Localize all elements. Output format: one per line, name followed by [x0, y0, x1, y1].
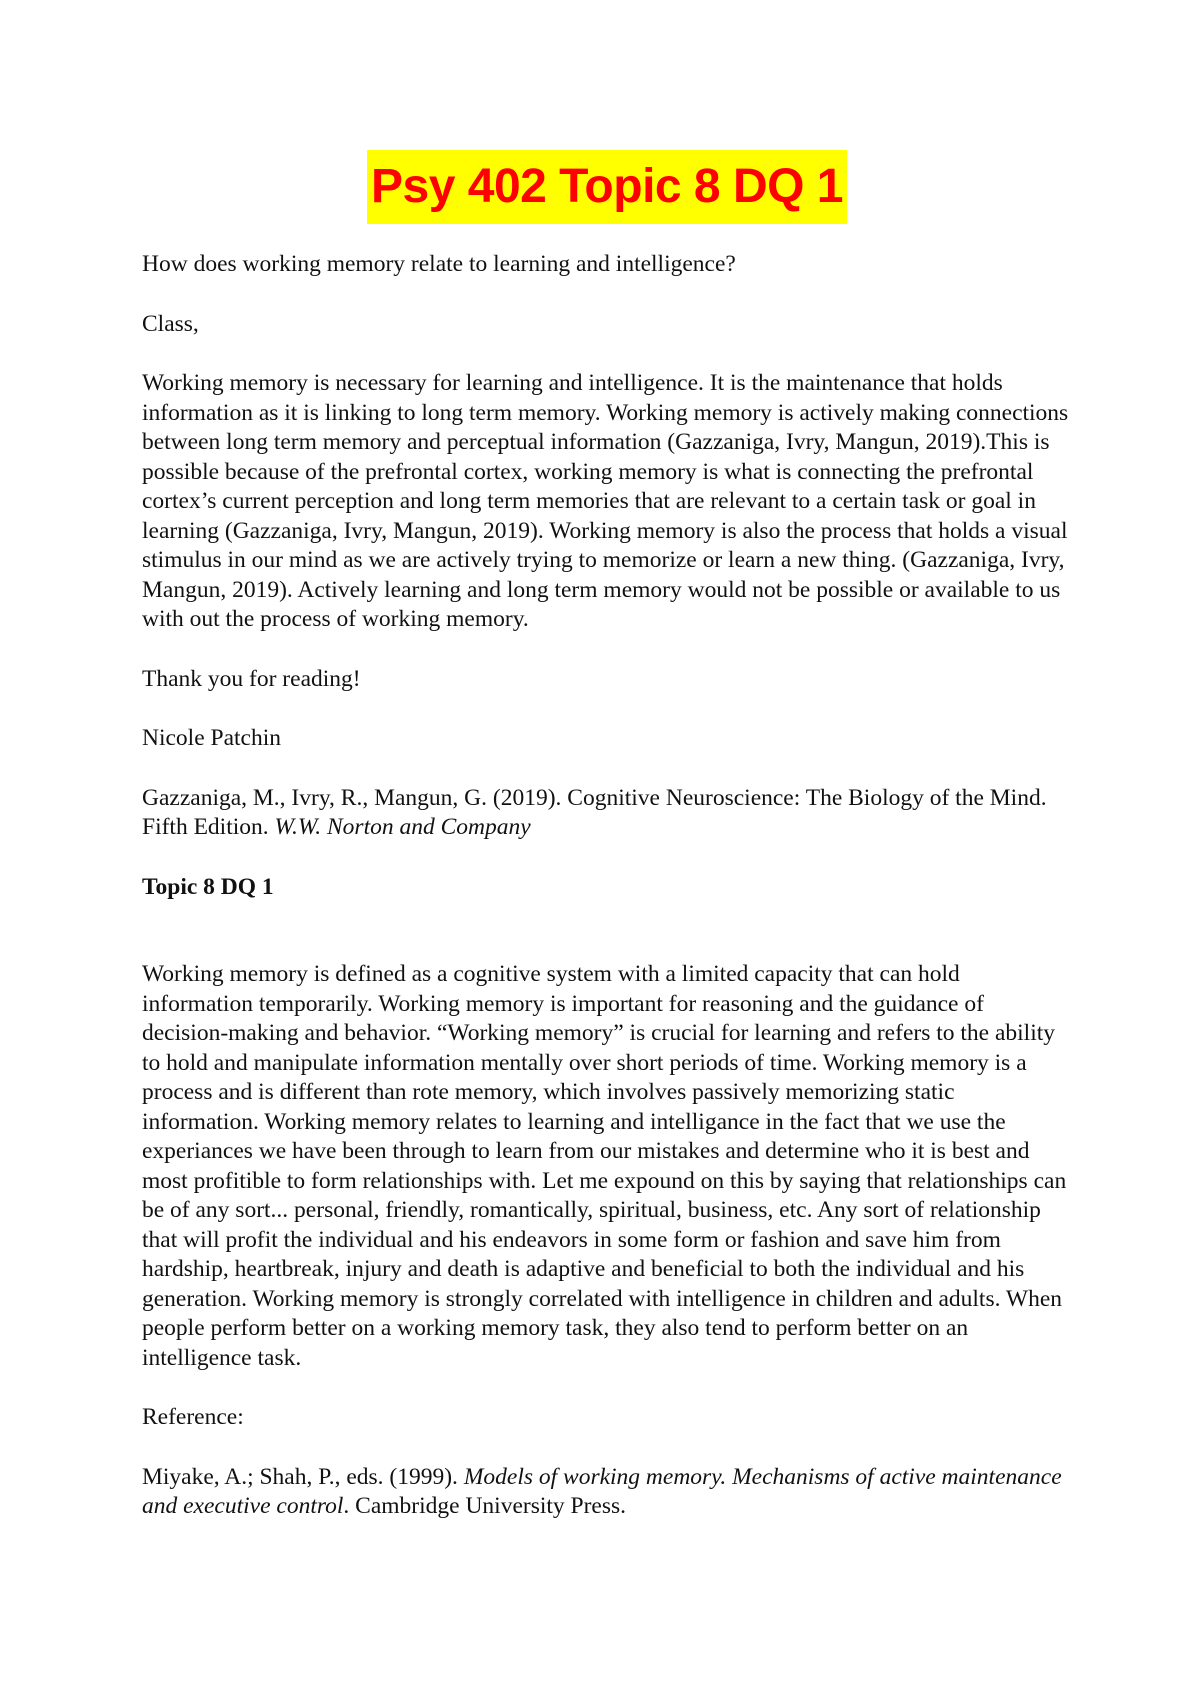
post2-reference	[142, 1463, 1072, 1522]
post1-body: Working memory is necessary for learning and intelligence. It is the maintenance that holds information as it is linking to long term memory. Working memory is actively making connections between long term memory and perceptual information (Gazzaniga, Ivry, Mangun, 2019).This is possible because of the prefrontal cortex, working memory is what is connecting the prefrontal cortex’s current perception and long term memories that are relevant to a certain task or goal in learning (Gazzaniga, Ivry, Mangun, 2019). Working memory is also the process that holds a visual stimulus in our mind as we are actively trying to memorize or learn a new thing. (Gazzaniga, Ivry, Mangun, 2019). Actively learning and long term memory would not be possible or available to us with out the process of working memory.	[142, 370, 1069, 632]
post1-reference-text: Gazzaniga, M., Ivry, R., Mangun, G. (2019). Cognitive Neuroscience: The Biology of the Mind. Fifth Edition.	[142, 784, 1047, 840]
post2-reference-publisher: . Cambridge University Press.	[343, 1493, 627, 1519]
post1-reference-publisher: W.W. Norton and Company	[274, 814, 531, 840]
post2-body: Working memory is defined as a cognitive system with a limited capacity that can hold information temporarily. Working memory is important for reasoning and the guidance of decision-making and behavior. “Working memory” is crucial for learning and refers to the ability to hold and manipulate information mentally over short periods of time. Working memory is a process and is different than rote memory, which involves passively memorizing static information. Working memory relates to learning and intelligance in the fact that we use the experiances we have been through to learn from our mistakes and determine who it is best and most profitible to form relationships with. Let me expound on this by saying that relationships can be of any sort... personal, friendly, romantically, spiritual, business, etc. Any sort of relationship that will profit the individual and his endeavors in some form or fashion and save him from hardship, heartbreak, injury and death is adaptive and beneficial to both the individual and his generation. Working memory is strongly correlated with intelligence in children and adults. When people perform better on a working memory task, they also tend to perform better on an intelligence task.	[142, 961, 1067, 1371]
post2-reference-label: Reference:	[142, 1404, 244, 1430]
post1-author: Nicole Patchin	[142, 725, 282, 751]
document-page	[142, 150, 1072, 1522]
post2-reference-authors: Miyake, A.; Shah, P., eds. (1999).	[142, 1463, 464, 1490]
title-container	[142, 150, 1072, 224]
post2-reference-title: Models of working memory. Mechanisms of active maintenance and executive control	[142, 1463, 1062, 1519]
document-title: Psy 402 Topic 8 DQ 1	[367, 150, 847, 224]
post1-reference	[142, 784, 1072, 843]
post1-closing: Thank you for reading!	[142, 665, 361, 692]
discussion-question: How does working memory relate to learning and intelligence?	[142, 251, 736, 277]
post2-heading: Topic 8 DQ 1	[142, 873, 274, 900]
post1-greeting: Class,	[142, 310, 199, 337]
